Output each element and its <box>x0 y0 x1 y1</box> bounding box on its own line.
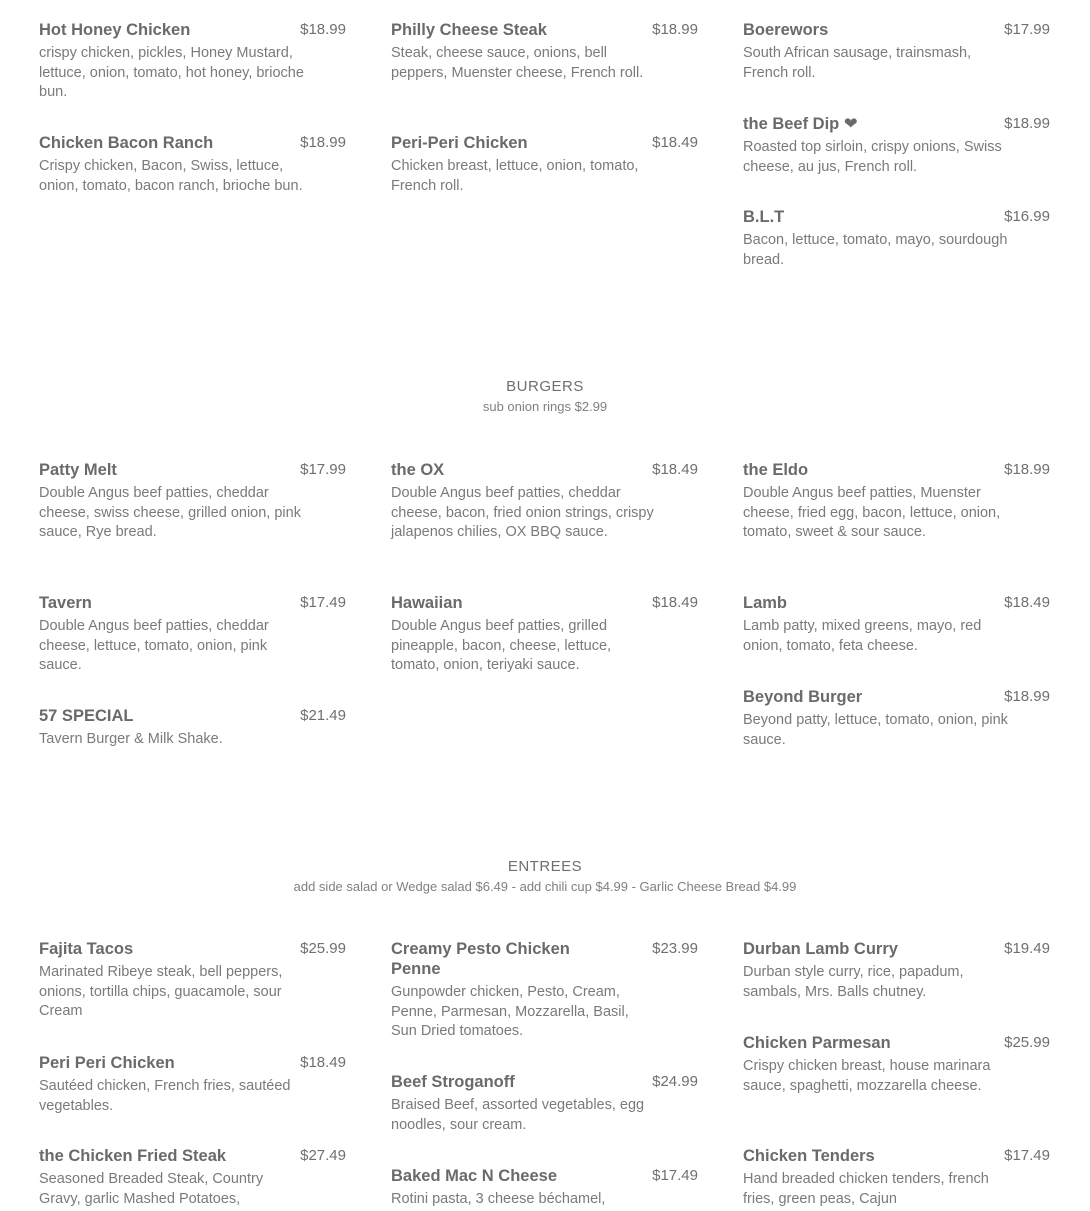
menu-item <box>391 1166 698 1210</box>
item-price: $16.99 <box>1004 208 1050 225</box>
item-price: $18.49 <box>1004 594 1050 611</box>
item-description: crispy chicken, pickles, Honey Mustard, lettuce, onion, tomato, hot honey, brioche bun. <box>39 45 304 100</box>
item-description: Braised Beef, assorted vegetables, egg noodles, sour cream. <box>391 1097 645 1133</box>
item-price: $27.49 <box>300 1147 346 1164</box>
item-name: Lamb <box>743 594 788 612</box>
section-title-entrees: ENTREES <box>507 858 583 875</box>
item-name: Beyond Burger <box>743 688 863 706</box>
item-price: $24.99 <box>652 1073 698 1090</box>
item-price: $19.49 <box>1004 940 1050 957</box>
menu-item <box>391 593 698 676</box>
item-name: Chicken Bacon Ranch <box>39 134 214 152</box>
item-name: Beef Stroganoff <box>391 1073 515 1091</box>
item-name: Chicken Tenders <box>743 1147 875 1165</box>
item-price: $23.99 <box>652 940 698 957</box>
menu-item <box>743 460 1050 543</box>
section-subtitle-burgers: sub onion rings $2.99 <box>482 399 608 414</box>
item-name: the Eldo <box>743 461 809 479</box>
item-name: Hawaiian <box>391 594 463 612</box>
item-price: $17.99 <box>300 461 346 478</box>
item-description: Marinated Ribeye steak, bell peppers, onions, tortilla chips, guacamole, sour Cream <box>39 964 283 1019</box>
item-name: Philly Cheese Steak <box>391 21 547 39</box>
menu-item <box>39 1146 346 1209</box>
menu-item <box>743 593 1050 656</box>
menu-item <box>391 20 698 83</box>
item-price: $18.99 <box>300 134 346 151</box>
item-description: Crispy chicken, Bacon, Swiss, lettuce, onion, tomato, bacon ranch, brioche bun. <box>39 158 303 194</box>
menu-item <box>39 133 346 196</box>
menu-item <box>743 207 1050 270</box>
item-description: Crispy chicken breast, house marinara sauce, spaghetti, mozzarella cheese. <box>743 1058 991 1094</box>
menu-item <box>391 133 698 196</box>
item-price: $25.99 <box>300 940 346 957</box>
menu-item <box>39 20 346 103</box>
menu-item <box>391 1072 698 1135</box>
item-description: Double Angus beef patties, cheddar cheese, bacon, fried onion strings, crispy jalapenos chilies, OX BBQ sauce. <box>391 485 654 540</box>
item-name: Tavern <box>39 594 92 612</box>
item-name: Durban Lamb Curry <box>743 940 898 958</box>
menu-item <box>743 939 1050 1002</box>
item-description: Gunpowder chicken, Pesto, Cream, Penne, Parmesan, Mozzarella, Basil, Sun Dried tomatoes. <box>391 984 629 1039</box>
item-price: $18.49 <box>652 594 698 611</box>
item-name: 57 SPECIAL <box>39 707 134 725</box>
item-name: Boerewors <box>743 21 829 39</box>
item-name: the OX <box>391 461 445 479</box>
item-name: Patty Melt <box>39 461 117 479</box>
item-description: Double Angus beef patties, grilled pineapple, bacon, cheese, lettuce, tomato, onion, teriyaki sauce. <box>391 618 612 673</box>
item-price: $17.99 <box>1004 21 1050 38</box>
item-name: Peri Peri Chicken <box>39 1054 175 1072</box>
menu-item <box>39 706 346 750</box>
item-description: Double Angus beef patties, Muenster cheese, fried egg, bacon, lettuce, onion, tomato, sweet & sour sauce. <box>743 485 1001 540</box>
item-description: Rotini pasta, 3 cheese béchamel, <box>391 1191 606 1207</box>
menu-item <box>743 1146 1050 1209</box>
item-price: $18.99 <box>1004 688 1050 705</box>
menu-item <box>743 1033 1050 1096</box>
item-price: $21.49 <box>300 707 346 724</box>
item-name: B.L.T <box>743 208 785 226</box>
item-description: Lamb patty, mixed greens, mayo, red onion, tomato, feta cheese. <box>743 618 982 654</box>
menu-item <box>39 460 346 543</box>
item-price: $17.49 <box>300 594 346 611</box>
menu-item <box>391 939 698 1042</box>
item-price: $18.49 <box>300 1054 346 1071</box>
menu-item <box>743 20 1050 83</box>
section-subtitle-entrees: add side salad or Wedge salad $6.49 - add chili cup $4.99 - Garlic Cheese Bread $4.99 <box>293 879 797 894</box>
menu-item <box>743 687 1050 750</box>
item-price: $18.49 <box>652 461 698 478</box>
item-price: $18.99 <box>652 21 698 38</box>
item-description: Double Angus beef patties, cheddar cheese, lettuce, tomato, onion, pink sauce. <box>39 618 269 673</box>
item-description: Tavern Burger & Milk Shake. <box>39 731 223 747</box>
item-price: $18.49 <box>652 134 698 151</box>
item-description: Durban style curry, rice, papadum, sambals, Mrs. Balls chutney. <box>743 964 964 1000</box>
item-name: Hot Honey Chicken <box>39 21 191 39</box>
item-description: Roasted top sirloin, crispy onions, Swiss cheese, au jus, French roll. <box>743 139 1002 175</box>
item-price: $18.99 <box>300 21 346 38</box>
menu-item <box>39 593 346 676</box>
item-name: Chicken Parmesan <box>743 1034 891 1052</box>
menu-item <box>39 1053 346 1116</box>
item-name: Peri-Peri Chicken <box>391 134 528 152</box>
item-description: Chicken breast, lettuce, onion, tomato, French roll. <box>391 158 639 194</box>
item-description: Seasoned Breaded Steak, Country Gravy, garlic Mashed Potatoes, <box>39 1171 264 1207</box>
item-price: $25.99 <box>1004 1034 1050 1051</box>
item-name: Creamy Pesto Chicken Penne <box>391 940 570 978</box>
item-description: Sautéed chicken, French fries, sautéed vegetables. <box>39 1078 291 1114</box>
item-description: Beyond patty, lettuce, tomato, onion, pink sauce. <box>743 712 1008 748</box>
item-description: Double Angus beef patties, cheddar cheese, swiss cheese, grilled onion, pink sauce, Rye bread. <box>39 485 301 540</box>
item-name: Baked Mac N Cheese <box>391 1167 557 1185</box>
item-name: Fajita Tacos <box>39 940 134 958</box>
item-price: $17.49 <box>652 1167 698 1184</box>
item-description: Steak, cheese sauce, onions, bell peppers, Muenster cheese, French roll. <box>391 45 644 81</box>
section-title-burgers: BURGERS <box>506 378 584 395</box>
item-description: Hand breaded chicken tenders, french fries, green peas, Cajun <box>743 1171 989 1207</box>
menu-item <box>39 939 346 1022</box>
menu-item <box>743 114 1050 177</box>
item-price: $18.99 <box>1004 461 1050 478</box>
item-name: the Beef Dip ❤ <box>743 115 858 133</box>
menu-item <box>391 460 698 543</box>
item-name: the Chicken Fried Steak <box>39 1147 227 1165</box>
item-description: South African sausage, trainsmash, French roll. <box>743 45 972 81</box>
item-price: $17.49 <box>1004 1147 1050 1164</box>
item-price: $18.99 <box>1004 115 1050 132</box>
item-description: Bacon, lettuce, tomato, mayo, sourdough bread. <box>743 232 1008 268</box>
